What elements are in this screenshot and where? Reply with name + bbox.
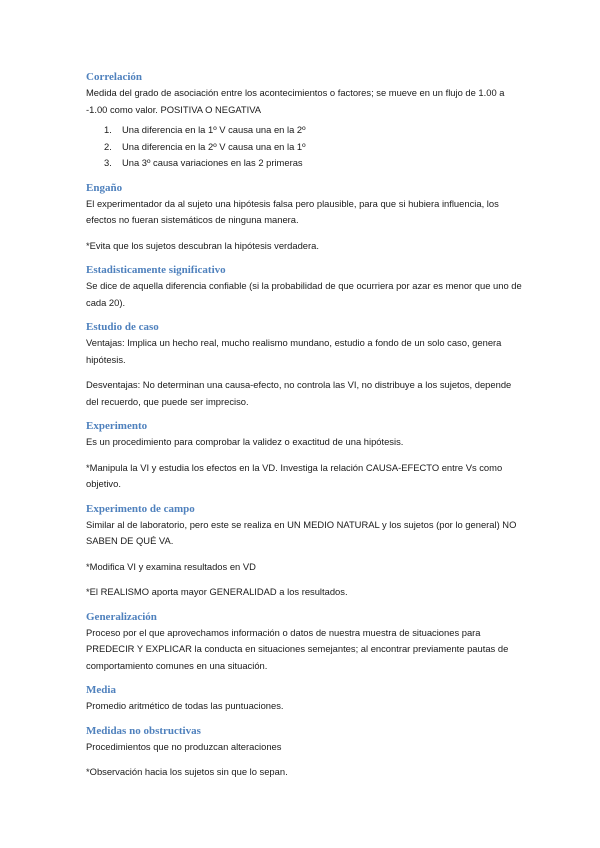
heading-correlacion: Correlación <box>86 71 143 83</box>
estudio-caso-desventajas: Desventajas: No determinan una causa-efecto, no controla las VI, no distribuye a los sujetos, depende del recuerdo, que puede ser impreciso. <box>86 379 512 407</box>
estudio-caso-ventajas: Ventajas: Implica un hecho real, mucho realismo mundano, estudio a fondo de un solo caso, genera hipótesis. <box>86 337 502 365</box>
generalizacion-definition: Proceso por el que aprovechamos información o datos de nuestra muestra de situaciones para PREDECIR Y EXPLICAR la conducta en situaciones semejantes; al encontrar previamente pautas de comportamiento comunes en una situación. <box>86 626 509 671</box>
list-text: Una 3º causa variaciones en las 2 primeras <box>122 157 303 168</box>
list-item <box>86 155 526 172</box>
list-item <box>86 139 526 156</box>
media-definition: Promedio aritmético de todas las puntuaciones. <box>86 700 284 711</box>
experimento-campo-note-1: *Modifica VI y examina resultados en VD <box>86 560 256 572</box>
correlacion-definition: Medida del grado de asociación entre los acontecimientos o factores; se mueve en un flujo de 1.00 a -1.00 como valor. POSITIVA O NEGATIVA <box>86 87 505 115</box>
heading-engano: Engaño <box>86 181 123 194</box>
heading-estudio-caso: Estudio de caso <box>86 321 159 333</box>
heading-estadisticamente: Estadisticamente significativo <box>86 264 226 276</box>
list-item <box>86 122 526 139</box>
engano-note: *Evita que los sujetos descubran la hipótesis verdadera. <box>86 239 319 251</box>
list-number: 1. <box>104 124 112 135</box>
list-text: Una diferencia en la 2º V causa una en la 1º <box>122 140 306 152</box>
list-number: 2. <box>104 140 112 152</box>
experimento-campo-definition: Similar al de laboratorio, pero este se realiza en UN MEDIO NATURAL y los sujetos (por lo general) NO SABEN DE QUÉ VA. <box>86 518 517 546</box>
estadisticamente-definition: Se dice de aquella diferencia confiable (si la probabilidad de que ocurriera por azar es menor que uno de cada 20). <box>86 280 522 308</box>
heading-generalizacion: Generalización <box>86 610 157 623</box>
list-text: Una diferencia en la 1º V causa una en la 2º <box>122 124 306 135</box>
experimento-definition: Es un procedimiento para comprobar la validez o exactitud de una hipótesis. <box>86 436 404 447</box>
medidas-definition: Procedimientos que no produzcan alteraciones <box>86 740 282 752</box>
heading-medidas: Medidas no obstructivas <box>86 724 201 737</box>
heading-media: Media <box>86 684 116 696</box>
experimento-note: *Manipula la VI y estudia los efectos en la VD. Investiga la relación CAUSA-EFECTO entre Vs como objetivo. <box>86 461 503 489</box>
experimento-campo-note-2: *El REALISMO aporta mayor GENERALIDAD a los resultados. <box>86 586 348 597</box>
list-number: 3. <box>104 157 112 168</box>
heading-experimento-campo: Experimento de campo <box>86 502 195 515</box>
engano-definition: El experimentador da al sujeto una hipótesis falsa pero plausible, para que si hubiera influencia, los efectos no fueran sistemáticos de ninguna manera. <box>86 197 499 225</box>
correlacion-list <box>86 122 526 172</box>
medidas-note: *Observación hacia los sujetos sin que lo sepan. <box>86 766 288 777</box>
document-page <box>86 70 526 781</box>
heading-experimento: Experimento <box>86 420 148 432</box>
